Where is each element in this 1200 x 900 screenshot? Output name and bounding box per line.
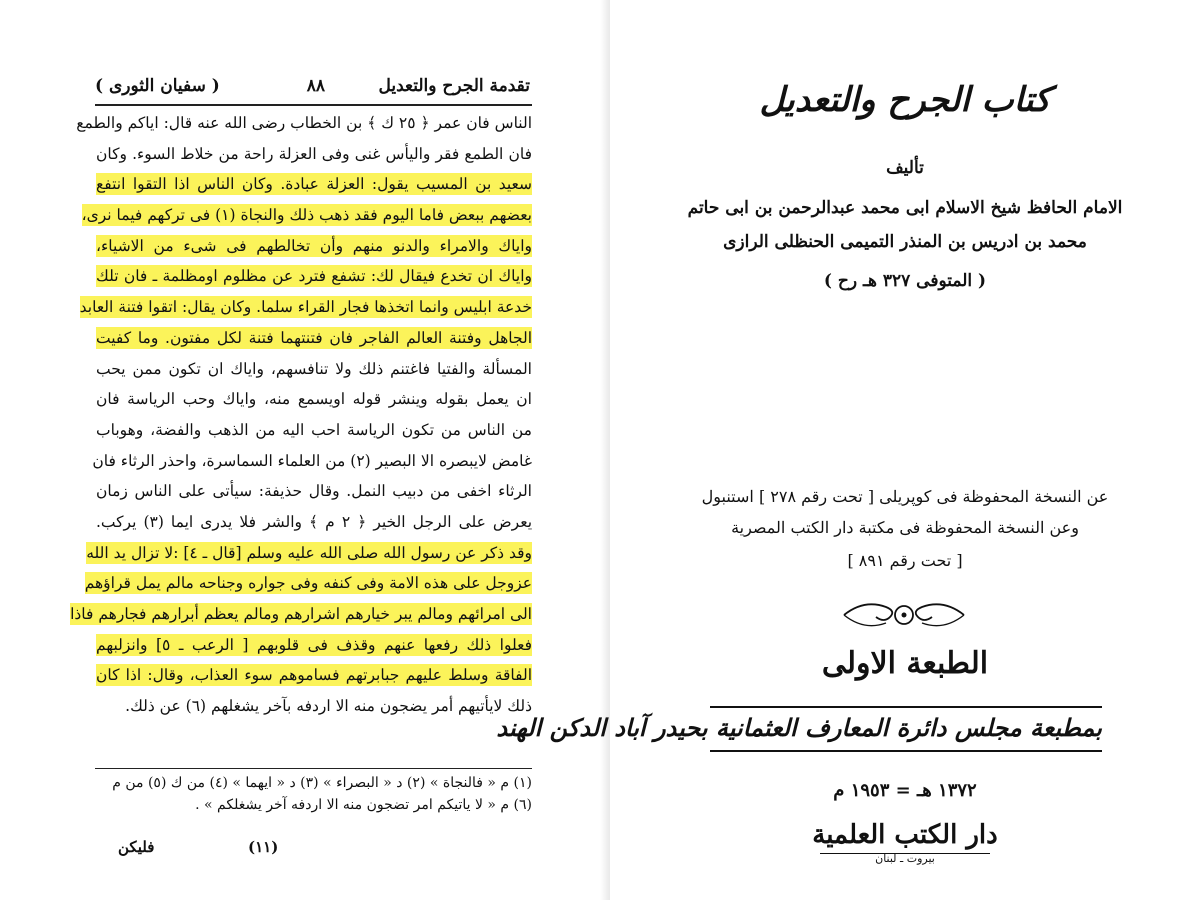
line-text: فان الطمع فقر واليأس غنى وفى العزلة راحة من خلاط السوء. وكان <box>96 144 532 163</box>
page-header <box>95 74 530 102</box>
highlighted-text: بعضهم ببعض فاما اليوم فقد ذهب ذلك والنجاة (١) فى تركهم فيما نرى، <box>81 206 532 225</box>
text-line <box>96 354 532 385</box>
text-line <box>92 446 532 477</box>
source-line-3: [ تحت رقم ٨٩١ ] <box>847 551 963 570</box>
footnote-rule <box>95 768 532 769</box>
publisher-text: بمطبعة مجلس دائرة المعارف العثمانية بحيدر آباد الدكن الهند <box>496 713 1102 742</box>
text-line <box>96 476 532 507</box>
logo-rule <box>820 853 990 854</box>
text-line <box>79 292 532 323</box>
logo-sub-text: بيروت ـ لبنان <box>875 852 935 865</box>
text-line <box>96 691 532 722</box>
header-section-name: ( سفيان الثورى ) <box>95 76 220 96</box>
text-line <box>96 139 532 170</box>
logo-main-text: دار الكتب العلمية <box>812 820 998 850</box>
book-title: كتاب الجرح والتعديل <box>759 80 1051 120</box>
ornament-icon <box>824 595 984 635</box>
by-label: تأليف <box>886 158 924 178</box>
text-line <box>96 323 532 354</box>
highlighted-text: الى امرائهم ومالم يبر خيارهم اشرارهم ومالم يعظم أبرارهم فجارهم فاذا <box>70 605 532 623</box>
line-text: الناس فان عمر ﴿ ٢٥ ك ﴾ بن الخطاب رضى الله عنه قال: اياكم والطمع <box>76 114 532 132</box>
footnote-line: (١) م « فالنجاة » (٢) د « البصراء » (٣) د « ايهما » (٤) من ك (٥) من م <box>112 775 532 791</box>
line-text: الرثاء اخفى من دبيب النمل. وقال حذيفة: سيأتى على الناس زمان <box>96 482 532 501</box>
text-line <box>81 200 532 231</box>
text-line <box>96 261 532 292</box>
author-line-2: محمد بن ادريس بن المنذر التميمى الحنظلى الرازى <box>723 232 1087 252</box>
body-text <box>70 108 533 722</box>
line-text: المسألة والفتيا فاغتنم ذلك ولا تنافسهم، واياك ان تكون ممن يحب <box>96 359 532 378</box>
text-line <box>84 568 532 599</box>
line-text: غامض لايبصره الا البصير (٢) من العلماء السماسرة، واحذر الرثاء فان <box>92 451 532 470</box>
publisher-banner <box>496 706 1102 752</box>
death-note: ( المتوفى ٣٢٧ هـ رح ) <box>823 271 987 291</box>
source-line-2: وعن النسخة المحفوظة فى مكتبة دار الكتب المصرية <box>731 518 1079 537</box>
highlighted-text: سعيد بن المسيب يقول: العزلة عبادة. وكان الناس اذا التقوا انتفع <box>96 175 532 194</box>
text-line <box>96 384 532 415</box>
highlighted-text: عزوجل على هذه الامة وفى كنفه وفى جواره وجناحه مالم يمل قراؤهم <box>84 574 532 593</box>
line-text: ان يعمل بقوله وينشر قوله اويسمع منه، واياك وحب الرياسة فان <box>96 390 532 409</box>
text-line <box>96 660 532 691</box>
signature-number: (١١) <box>248 838 279 856</box>
header-page-number: ٨٨ <box>306 76 325 96</box>
highlighted-text: الجاهل وفتنة العالم الفاجر فان فتنتهما فتنة لكل مفتون. وما كفيت <box>96 328 532 347</box>
text-line <box>96 415 532 446</box>
text-line <box>70 599 532 630</box>
line-text: ذلك لايأتيهم أمر يضجون منه الا اردفه بآخر يشغلهم (٦) عن ذلك. <box>125 697 532 716</box>
header-rule <box>95 104 532 106</box>
publisher-logo <box>794 818 1016 870</box>
catchword: فليكن <box>118 838 155 856</box>
text-line <box>86 538 532 569</box>
highlighted-text: واياك ان تخدع فيقال لك: تشفع فترد عن مظلوم اومظلمة ـ فان تلك <box>96 267 532 286</box>
text-line <box>76 108 532 139</box>
publication-years: ١٣٧٢ هـ = ١٩٥٣ م <box>833 780 977 801</box>
highlighted-text: وقد ذكر عن رسول الله صلى الله عليه وسلم [قال ـ ٤] :لا تزال يد الله <box>86 543 532 562</box>
edition-label: الطبعة الاولى <box>821 646 989 681</box>
text-line <box>96 169 532 200</box>
highlighted-text: خدعة ابليس وانما اتخذها فجار القراء سلما. وكان يقال: اتقوا فتنة العابد <box>79 298 532 317</box>
line-text: من الناس من تكون الرياسة احب اليه من الذهب والفضة، وهوباب <box>96 420 532 439</box>
author-line-1: الامام الحافظ شيخ الاسلام ابى محمد عبدالرحمن بن ابى حاتم <box>687 198 1123 218</box>
highlighted-text: الفاقة وسلط عليهم جبابرتهم فساموهم سوء العذاب، وقال: اذا كان <box>96 666 532 685</box>
text-line <box>96 231 532 262</box>
footnotes <box>96 772 532 816</box>
source-line-1: عن النسخة المحفوظة فى كوپريلى [ تحت رقم ٢٧٨ ] استنبول <box>701 487 1109 506</box>
right-page <box>496 0 1200 900</box>
highlighted-text: فعلوا ذلك رفعها عنهم وقذف فى قلوبهم [ الرعب ـ ٥] وانزلبهم <box>96 635 532 654</box>
highlighted-text: واياك والامراء والدنو منهم وأن تخالطهم فى شىء من الاشياء، <box>96 236 532 255</box>
text-line <box>96 630 532 661</box>
footnote-line: (٦) م « لا ياتيكم امر تضجون منه الا اردفه آخر يشغلكم » . <box>195 797 532 813</box>
text-line <box>96 507 532 538</box>
header-book-title: تقدمة الجرح والتعديل <box>378 76 530 96</box>
line-text: يعرض على الرجل الخير ﴿ ٢ م ﴾ والشر فلا يدرى ايما (٣) يركب. <box>96 512 533 531</box>
